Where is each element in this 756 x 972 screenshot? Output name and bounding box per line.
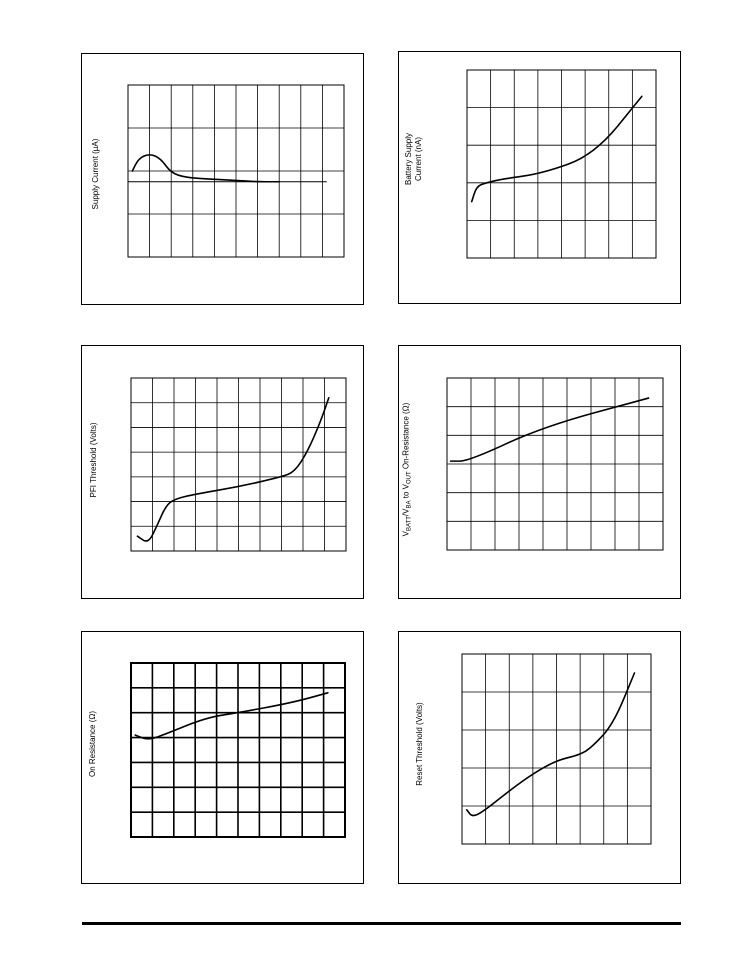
footer-rule [82,922,681,925]
chart-vbatt-on-resistance [399,346,682,600]
ylabel-sub: OUT [406,471,413,485]
ylabel-part: On-Resistance (Ω) [401,402,411,472]
y-axis-label-battery-supply-current: Battery Supply Current (nA) [404,132,423,186]
series-line [132,155,279,182]
ylabel-part: to V [401,484,411,501]
chart-battery-supply-current [399,52,682,305]
chart-on-resistance [82,632,365,885]
chart-panel-on-resistance-vbatt [398,345,681,599]
series-line [472,96,642,201]
chart-panel-pfi-threshold [81,345,364,599]
chart-panel-supply-current [81,53,364,305]
y-axis-label-on-resistance: On Resistance (Ω) [88,711,97,777]
chart-panel-battery-supply-current [398,51,681,304]
series-line [451,398,649,461]
chart-pfi-threshold [82,346,365,600]
ylabel-part: / [401,513,411,517]
y-axis-label-pfi-threshold: PFI Threshold (Volts) [89,422,98,498]
y-axis-label-supply-current: Supply Current (µA) [91,138,100,210]
ylabel-sub: BATT [406,516,413,531]
series-line [137,398,328,541]
ylabel-part: V [401,530,411,537]
ylabel-sub: BA [406,500,413,509]
series-line [135,693,328,739]
chart-panel-reset-threshold [398,631,681,884]
chart-reset-threshold [399,632,682,885]
ylabel-part: V [401,508,411,514]
chart-supply-current [82,54,365,306]
chart-panel-on-resistance [81,631,364,884]
series-line [467,673,635,816]
y-axis-label-reset-threshold: Reset Threshold (Volts) [415,702,424,786]
